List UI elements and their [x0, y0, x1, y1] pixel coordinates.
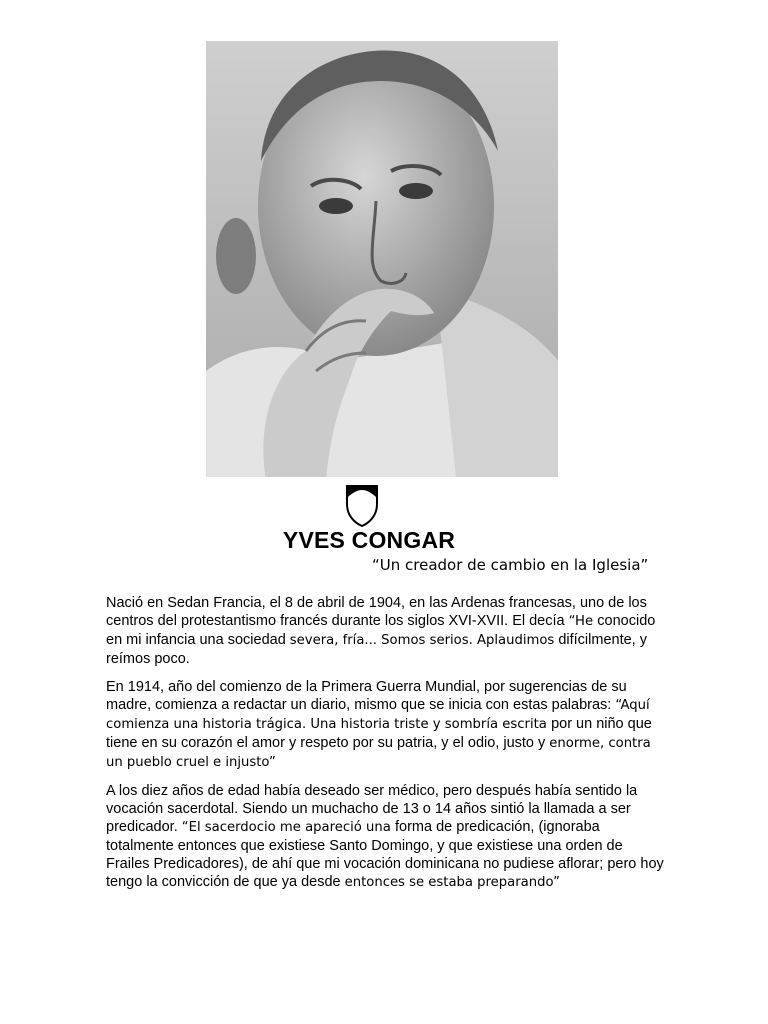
biography-text — [106, 594, 666, 902]
quote-run: enorme, contra un pueblo cruel e injusto” — [106, 736, 651, 770]
text-run: difícilmente, y reímos poco. — [106, 632, 647, 667]
quote-run: severa, fría... Somos serios. Aplaudimos — [289, 633, 555, 648]
text-run: En 1914, año del comienzo de la Primera Guerra Mundial, por sugerencias de su madre, comienza a redactar un diario, mismo que se inicia con estas palabras: — [106, 679, 627, 713]
paragraph — [106, 678, 666, 772]
text-run: por un niño que tiene en su corazón el amor y respeto por su patria, y el odio, justo y — [106, 716, 652, 751]
quote-run: “El sacerdocio me apareció una — [181, 820, 396, 835]
quote-run: “He — [568, 614, 598, 629]
text-run: forma de predicación, (ignoraba totalmente entonces que existiese Santo Domingo, y que existiese una orden de Frailes Predicadores), de ahí que mi vocación dominicana no pudiese aflorar; pero hoy tengo la convicción de que ya desde — [106, 819, 664, 890]
subtitle-quote: “Un creador de cambio en la Iglesia” — [372, 556, 649, 574]
quote-run: “Aquí comienza una historia trágica. Una historia triste y sombría escrita — [106, 698, 650, 732]
text-run: Nació en Sedan Francia, el 8 de abril de 1904, en las Ardenas francesas, uno de los centros del protestantismo francés durante los siglos XVI-XVII. El decía — [106, 595, 647, 629]
text-run: conocido en mi infancia una sociedad — [106, 613, 656, 648]
paragraph — [106, 782, 666, 892]
quote-run: entonces se estaba preparando” — [344, 875, 560, 890]
text-run: A los diez años de edad había deseado ser médico, pero después había sentido la vocación sacerdotal. Siendo un muchacho de 13 o 14 años sintió la llamada a ser predicador. — [106, 783, 638, 835]
paragraph — [106, 594, 666, 668]
dominican-shield-icon — [345, 484, 379, 528]
person-name: YVES CONGAR — [282, 527, 456, 553]
portrait-photo — [206, 41, 558, 477]
portrait-illustration — [206, 41, 558, 477]
